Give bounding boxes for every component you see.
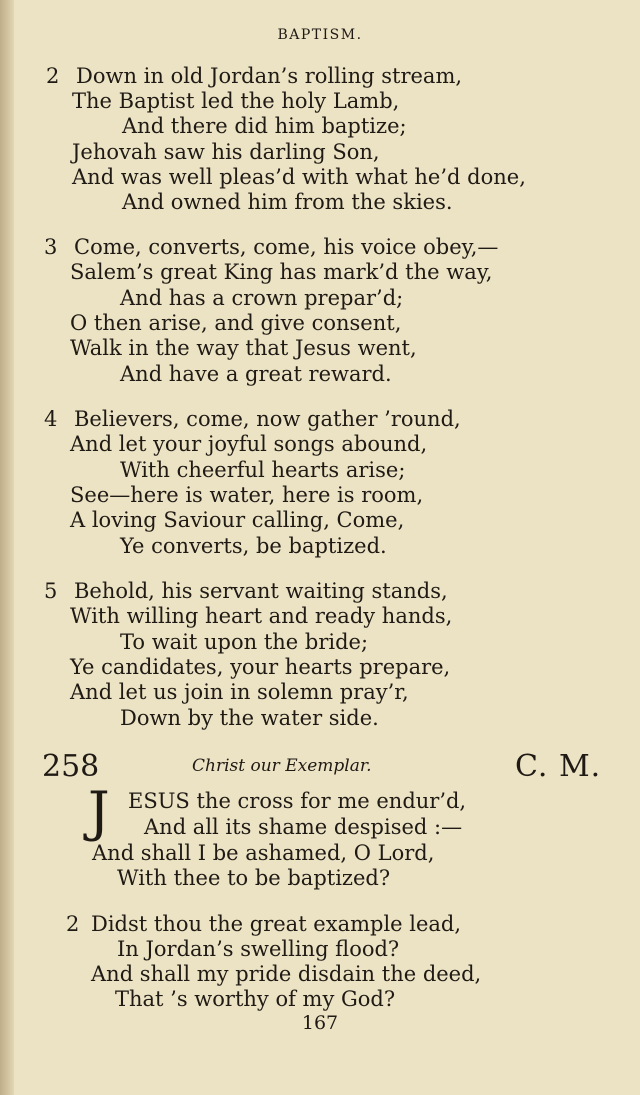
verse-line: And was well pleas’d with what he’d done, [72, 165, 526, 189]
page-number: 167 [301, 1012, 339, 1034]
verse-line: ESUS the cross for me endur’d, [128, 789, 467, 813]
verse-line: Believers, come, now gather ’round, [74, 407, 461, 431]
running-header: BAPTISM. [277, 27, 363, 43]
verse-line: And there did him baptize; [122, 114, 407, 138]
verse-line: A loving Saviour calling, Come, [70, 508, 405, 532]
verse-line: Behold, his servant waiting stands, [74, 579, 448, 603]
verse-line: And let your joyful songs abound, [70, 432, 428, 456]
verse-line: That ’s worthy of my God? [115, 987, 396, 1011]
hymn-number: 258 [42, 749, 100, 784]
stanza-number: 4 [44, 407, 58, 431]
verse-line: Salem’s great King has mark’d the way, [70, 260, 493, 284]
verse-line: And owned him from the skies. [122, 190, 453, 214]
verse-line: Down in old Jordan’s rolling stream, [76, 64, 463, 88]
verse-line: Didst thou the great example lead, [91, 912, 462, 936]
verse-line: With cheerful hearts arise; [120, 458, 406, 482]
verse-line: And let us join in solemn pray’r, [70, 680, 409, 704]
verse-line: With thee to be baptized? [117, 866, 391, 890]
verse-line: Down by the water side. [120, 706, 379, 730]
stanza-number: 2 [66, 912, 80, 936]
verse-line: In Jordan’s swelling flood? [117, 937, 400, 961]
verse-line: Walk in the way that Jesus went, [70, 336, 417, 360]
verse-line: And all its shame despised :— [144, 815, 463, 839]
verse-line: To wait upon the bride; [120, 630, 369, 654]
hymn-meter: C. M. [515, 749, 602, 784]
verse-line: Ye candidates, your hearts prepare, [70, 655, 451, 679]
verse-line: O then arise, and give consent, [70, 311, 402, 335]
stanza-number: 2 [46, 64, 60, 88]
verse-line: The Baptist led the holy Lamb, [72, 89, 400, 113]
verse-line: And have a great reward. [120, 362, 392, 386]
verse-line: With willing heart and ready hands, [70, 604, 453, 628]
verse-line: And shall my pride disdain the deed, [91, 962, 482, 986]
verse-line: And shall I be ashamed, O Lord, [92, 841, 435, 865]
stanza-number: 3 [44, 235, 58, 259]
verse-line: Come, converts, come, his voice obey,— [74, 235, 499, 259]
drop-cap: J [88, 780, 110, 843]
verse-line: See—here is water, here is room, [70, 483, 424, 507]
hymn-title: Christ our Exemplar. [192, 756, 372, 776]
verse-line: Jehovah saw his darling Son, [72, 140, 380, 164]
verse-line: Ye converts, be baptized. [120, 534, 387, 558]
stanza-number: 5 [44, 579, 58, 603]
verse-line: And has a crown prepar’d; [120, 286, 404, 310]
page-gutter [0, 0, 14, 1095]
